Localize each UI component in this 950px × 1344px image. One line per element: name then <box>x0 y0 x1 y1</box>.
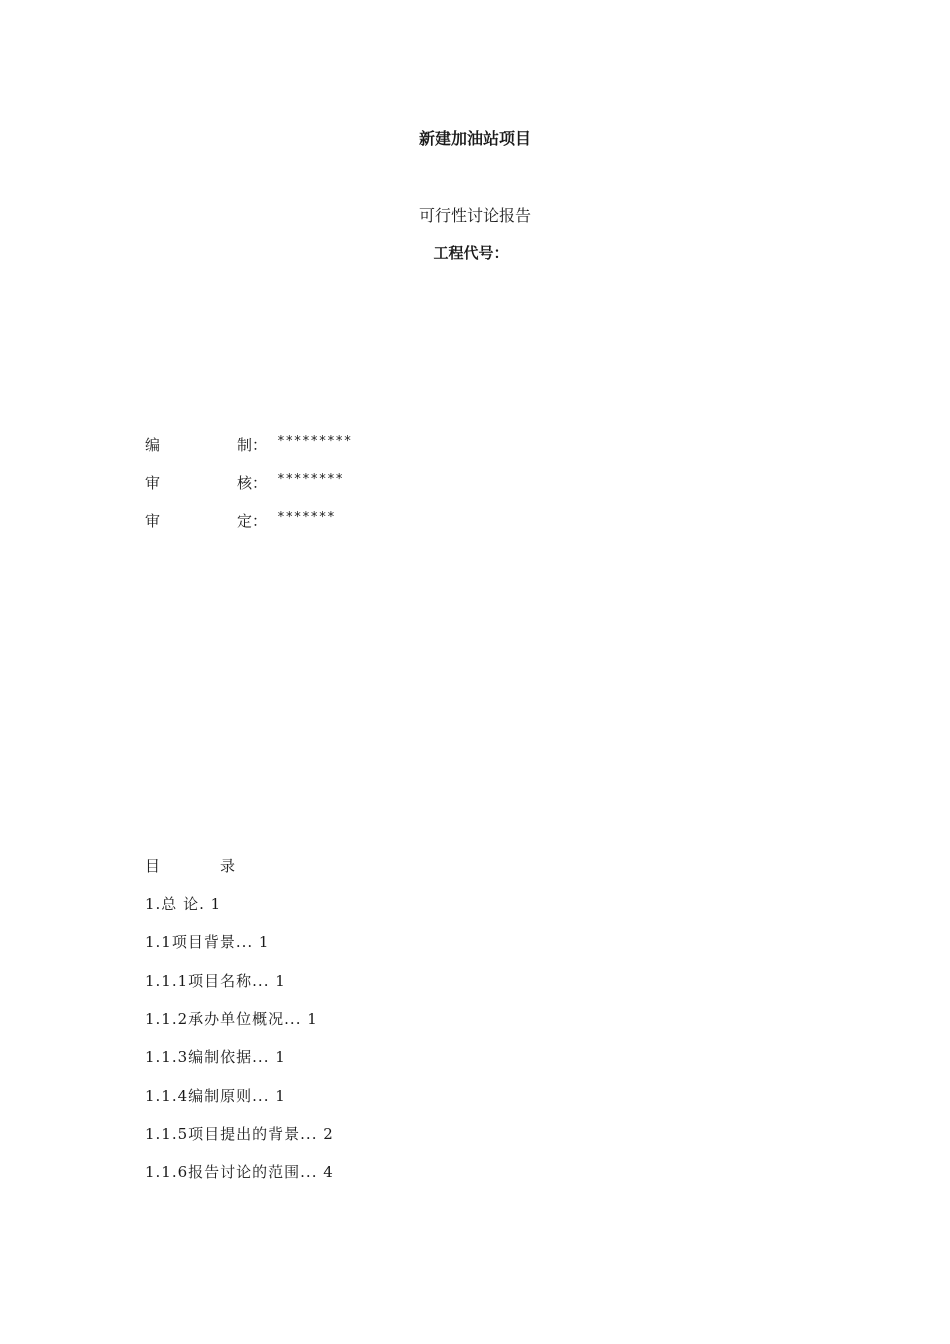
signature-role-char-1: 编 <box>145 436 161 454</box>
toc-heading-char-2: 录 <box>220 857 236 875</box>
toc-item[interactable]: 1.1.5项目提出的背景... 2 <box>145 1125 334 1143</box>
toc-item[interactable]: 1.1.2承办单位概况... 1 <box>145 1010 318 1028</box>
toc-item[interactable]: 1.1.4编制原则... 1 <box>145 1087 286 1105</box>
cover-title: 新建加油站项目 <box>418 129 531 148</box>
signature-role-char-1: 审 <box>145 512 161 530</box>
project-code-label: 工程代号： <box>433 244 509 262</box>
toc-item[interactable]: 1.总 论. 1 <box>145 895 222 913</box>
cover-subtitle: 可行性讨论报告 <box>418 206 531 225</box>
signature-role-char-1: 审 <box>145 474 161 492</box>
toc-heading-char-1: 目 <box>145 857 161 875</box>
signature-value: ******* <box>277 510 336 525</box>
signature-role-char-2: 制： <box>237 436 268 454</box>
signature-role-char-2: 定： <box>237 512 268 530</box>
signature-value: ********* <box>277 434 352 449</box>
toc-item[interactable]: 1.1.6报告讨论的范围... 4 <box>145 1163 334 1181</box>
toc-item[interactable]: 1.1项目背景... 1 <box>145 933 270 951</box>
toc-item[interactable]: 1.1.3编制依据... 1 <box>145 1048 286 1066</box>
toc-item[interactable]: 1.1.1项目名称... 1 <box>145 972 286 990</box>
signature-value: ******** <box>277 472 344 487</box>
signature-role-char-2: 核： <box>237 474 268 492</box>
